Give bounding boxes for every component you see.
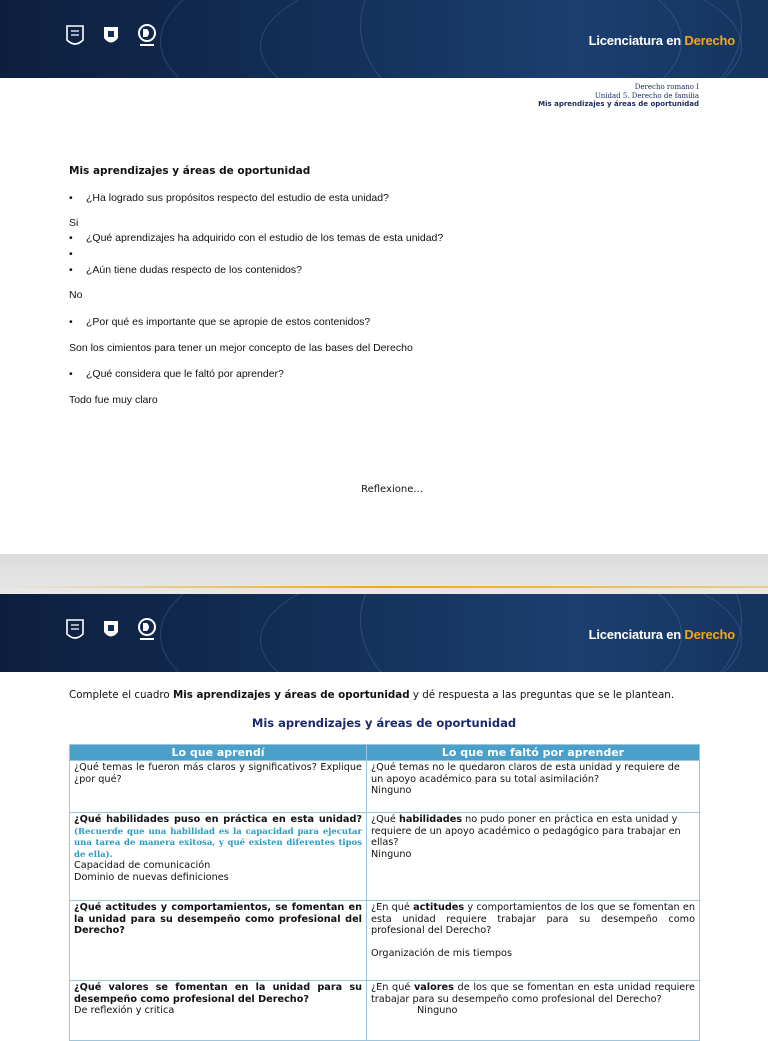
question-1-text: ¿Ha logrado sus propósitos respecto del estudio de esta unidad? bbox=[86, 192, 389, 204]
shield-logo-icon bbox=[100, 22, 122, 50]
cell-answer: Ninguno bbox=[371, 785, 412, 796]
question-4 bbox=[69, 316, 370, 328]
cell-answer: Ninguno bbox=[371, 848, 412, 860]
question-2 bbox=[69, 232, 443, 244]
cell-emphasis: habilidades bbox=[398, 814, 463, 825]
cell-answer: Capacidad de comunicación bbox=[74, 860, 211, 871]
cell-answer: Dominio de nuevas definiciones bbox=[74, 871, 229, 883]
cell-answer: Ninguno bbox=[417, 1005, 458, 1016]
page-separator bbox=[0, 554, 768, 594]
column-header-learned: Lo que aprendí bbox=[70, 745, 367, 761]
program-title-accent: Derecho bbox=[684, 627, 735, 642]
cell-answer: De reflexión y critica bbox=[74, 1005, 175, 1016]
cell-text: y comportamientos de los que se fomentan en esta unidad requiere trabajar para su desempeño como profesional del Derecho? bbox=[371, 902, 696, 936]
cell-text: ¿Qué temas no le quedaron claros de esta unidad y requiere de un apoyo académico para su total asimilación? bbox=[371, 762, 680, 785]
program-title bbox=[589, 33, 735, 48]
cell-emphasis: actitudes bbox=[413, 902, 465, 913]
question-1 bbox=[69, 192, 389, 204]
table-row bbox=[70, 901, 700, 981]
cell-r4-right bbox=[367, 981, 700, 1041]
header-banner bbox=[0, 0, 768, 78]
program-title-prefix: Licenciatura en bbox=[588, 33, 685, 48]
header-banner-2 bbox=[0, 594, 768, 672]
cell-text: no pudo poner en práctica en esta unidad y requiere de un apoyo académico o pedagógico para trabajar en ellas? bbox=[371, 814, 681, 848]
instructions-post: y dé respuesta a las preguntas que se le plantean. bbox=[409, 689, 675, 701]
learning-table bbox=[69, 744, 700, 1041]
cell-r1-right bbox=[367, 761, 700, 813]
breadcrumb bbox=[538, 83, 699, 109]
cell-question: ¿Qué habilidades puso en práctica en esta unidad? bbox=[74, 814, 362, 825]
cell-question: ¿Qué valores se fomentan en la unidad para su desempeño como profesional del Derecho? bbox=[74, 982, 362, 1005]
question-3-text: ¿Aún tiene dudas respecto de los contenidos? bbox=[86, 264, 302, 276]
distance-ed-logo-icon bbox=[136, 22, 158, 50]
table-title: Mis aprendizajes y áreas de oportunidad bbox=[251, 716, 517, 730]
page-title: Mis aprendizajes y áreas de oportunidad bbox=[69, 165, 311, 177]
logo-group bbox=[64, 22, 158, 50]
cell-answer: Organización de mis tiempos bbox=[371, 948, 512, 959]
question-4-text: ¿Por qué es importante que se apropie de estos contenidos? bbox=[86, 316, 371, 328]
unam-logo-icon bbox=[64, 616, 86, 644]
reflexione-footer: Reflexione... bbox=[361, 484, 423, 495]
breadcrumb-section: Mis aprendizajes y áreas de oportunidad bbox=[538, 100, 699, 108]
question-5 bbox=[69, 368, 284, 380]
cell-question: ¿Qué actitudes y comportamientos, se fomentan en la unidad para su desempeño como profesional del Derecho? bbox=[74, 902, 362, 936]
table-header-row bbox=[70, 745, 700, 761]
program-title-prefix: Licenciatura en bbox=[588, 627, 685, 642]
empty-bullet bbox=[69, 248, 86, 260]
answer-4: Son los cimientos para tener un mejor concepto de las bases del Derecho bbox=[69, 342, 413, 354]
cell-r1-left bbox=[70, 761, 367, 813]
cell-r2-right bbox=[367, 813, 700, 901]
program-title-2 bbox=[589, 627, 735, 642]
breadcrumb-unit: Unidad 5. Derecho de familia bbox=[594, 91, 699, 100]
shield-logo-icon bbox=[100, 616, 122, 644]
program-title-accent: Derecho bbox=[684, 33, 735, 48]
cell-r2-left bbox=[70, 813, 367, 901]
answer-5: Todo fue muy claro bbox=[69, 394, 158, 406]
cell-r3-right bbox=[367, 901, 700, 981]
table-row bbox=[70, 761, 700, 813]
breadcrumb-course: Derecho romano I bbox=[634, 83, 699, 91]
cell-text: ¿Qué temas le fueron más claros y significativos? Explique ¿por qué? bbox=[74, 762, 362, 785]
logo-group-2 bbox=[64, 616, 158, 644]
instructions-bold: Mis aprendizajes y áreas de oportunidad bbox=[172, 689, 410, 701]
instructions bbox=[69, 689, 674, 701]
table-row bbox=[70, 981, 700, 1041]
cell-text: ¿En qué bbox=[371, 982, 414, 993]
cell-text: ¿En qué bbox=[371, 902, 414, 913]
answer-1: Si bbox=[69, 217, 79, 229]
cell-text: de los que se fomentan en esta unidad requiere trabajar para su desempeño como profesional del Derecho? bbox=[371, 982, 695, 1005]
question-3 bbox=[69, 264, 302, 276]
unam-logo-icon bbox=[64, 22, 86, 50]
distance-ed-logo-icon bbox=[136, 616, 158, 644]
cell-r3-left bbox=[70, 901, 367, 981]
table-row bbox=[70, 813, 700, 901]
question-2-text: ¿Qué aprendizajes ha adquirido con el estudio de los temas de esta unidad? bbox=[86, 232, 444, 244]
answer-3: No bbox=[69, 289, 83, 301]
cell-r4-left bbox=[70, 981, 367, 1041]
cell-emphasis: valores bbox=[413, 982, 454, 993]
question-5-text: ¿Qué considera que le faltó por aprender? bbox=[86, 368, 284, 380]
column-header-missing: Lo que me faltó por aprender bbox=[367, 745, 700, 761]
cell-text: ¿Qué bbox=[371, 814, 399, 825]
instructions-pre: Complete el cuadro bbox=[69, 689, 173, 701]
cell-hint: (Recuerde que una habilidad es la capacidad para ejecutar una tarea de manera exitosa, y qué existen diferentes tipos de ella). bbox=[74, 826, 362, 860]
